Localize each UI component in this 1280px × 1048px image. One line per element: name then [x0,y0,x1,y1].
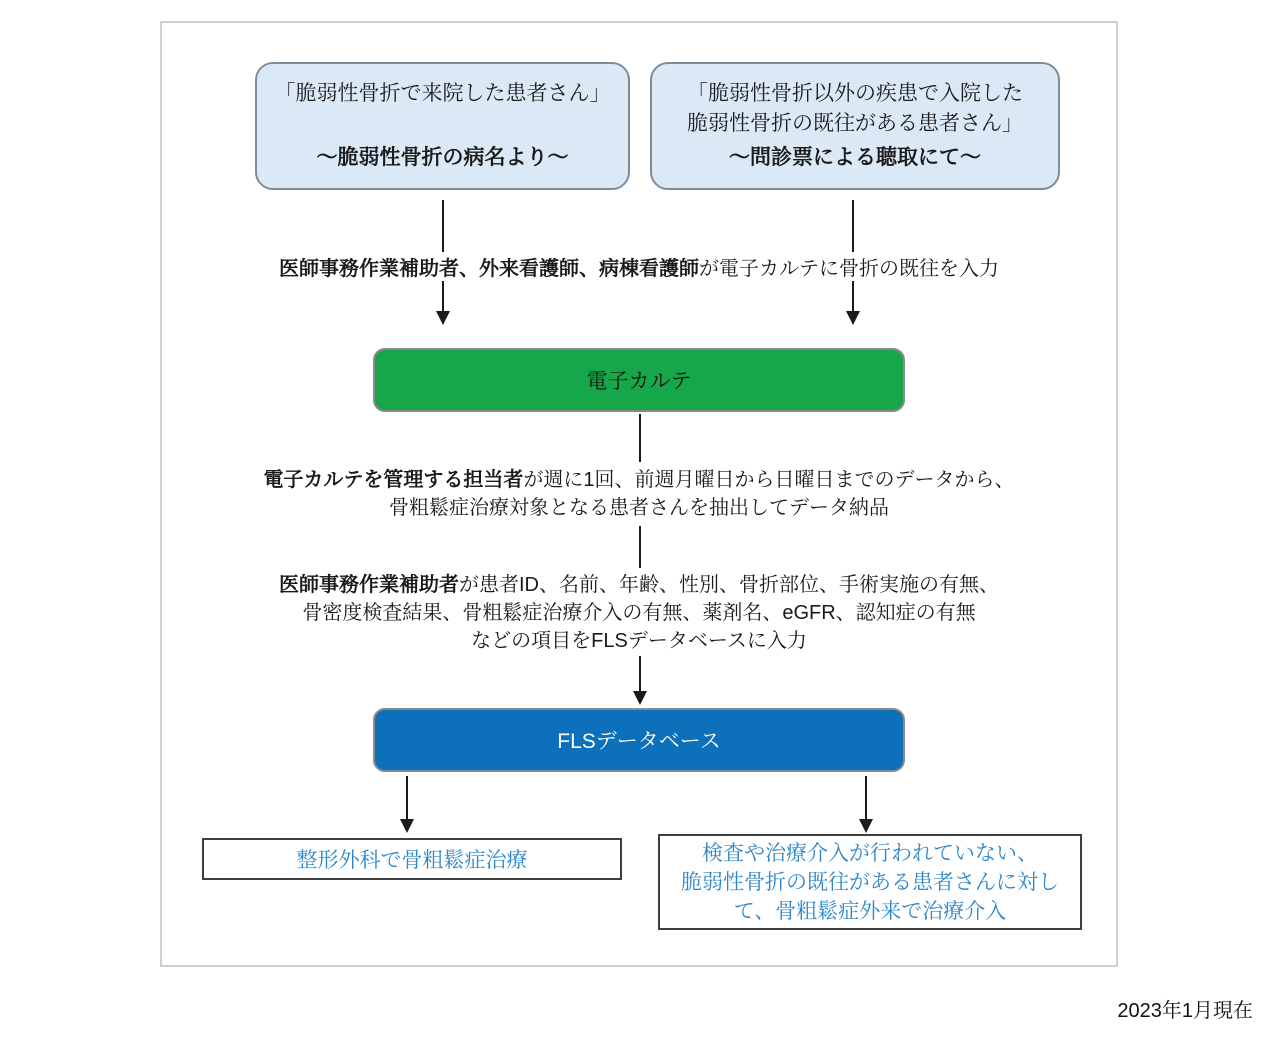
note-input-step-text [274,252,1004,281]
outcome-right-line1: 検査や治療介入が行われていない、 [702,841,1038,865]
outcome-right-line2: 脆弱性骨折の既往がある患者さんに対し [681,870,1059,894]
note-extract-actor: 電子カルテを管理する担当者 [263,469,524,491]
source-box-other-disease-admission [650,62,1060,190]
note-input-actors: 医師事務作業補助者、外来看護師、病棟看護師 [279,258,699,280]
source-right-quote-line2: 脆弱性骨折の既往がある患者さん」 [687,112,1023,135]
source-right-method: ～問診票による聴取にて～ [729,146,981,169]
connector-extract-to-register-note [639,526,641,568]
source-left-quote: 「脆弱性骨折で来院した患者さん」 [274,82,611,105]
fls-database-box [373,708,905,772]
source-box-fragility-fracture-visit [255,62,630,190]
outcome-left-label: 整形外科で骨粗鬆症治療 [296,849,528,872]
note-register-action3: などの項目をFLSデータベースに入力 [466,627,812,655]
note-register-action2: 骨密度検査結果、骨粗鬆症治療介入の有無、薬剤名、eGFR、認知症の有無 [297,599,980,627]
source-right-quote [687,79,1023,139]
arrow-down-icon [633,691,647,705]
arrow-line-fls-to-right-outcome [865,776,867,820]
outcome-box-orthopedic-treatment [202,838,622,880]
note-register-actor: 医師事務作業補助者 [279,574,459,596]
note-register-step [160,571,1118,655]
note-input-action: が電子カルテに骨折の既往を入力 [699,258,999,280]
arrow-down-icon [436,311,450,325]
note-extract-line2 [160,494,1118,522]
note-register-line2 [160,599,1118,627]
arrow-down-icon [859,819,873,833]
fls-database-label: FLSデータベース [557,730,721,753]
note-register-line3 [160,627,1118,655]
arrow-down-icon [846,311,860,325]
connector-emr-to-extract-note [639,414,641,462]
note-extract-action2: 骨粗鬆症治療対象となる患者さんを抽出してデータ納品 [384,494,894,522]
arrow-line-register-to-fls [639,656,641,692]
outcome-right-line3: て、骨粗鬆症外来で治療介入 [733,899,1007,923]
emr-box-label: 電子カルテ [586,370,692,393]
source-left-method: ～脆弱性骨折の病名より～ [316,146,569,169]
note-extract-step [160,466,1118,522]
note-extract-action1: が週に1回、前週月曜日から日曜日までのデータから、 [523,469,1015,491]
source-right-quote-line1: 「脆弱性骨折以外の疾患で入院した [687,82,1023,105]
note-input-step [160,252,1118,281]
note-extract-line1 [160,466,1118,494]
arrow-line-fls-to-left-outcome [406,776,408,820]
arrow-down-icon [400,819,414,833]
outcome-box-osteoporosis-outpatient [658,834,1082,930]
emr-box [373,348,905,412]
as-of-date: 2023年1月現在 [1117,1000,1253,1022]
note-register-line1 [160,571,1118,599]
note-register-action1: が患者ID、名前、年齢、性別、骨折部位、手術実施の有無、 [459,574,999,596]
